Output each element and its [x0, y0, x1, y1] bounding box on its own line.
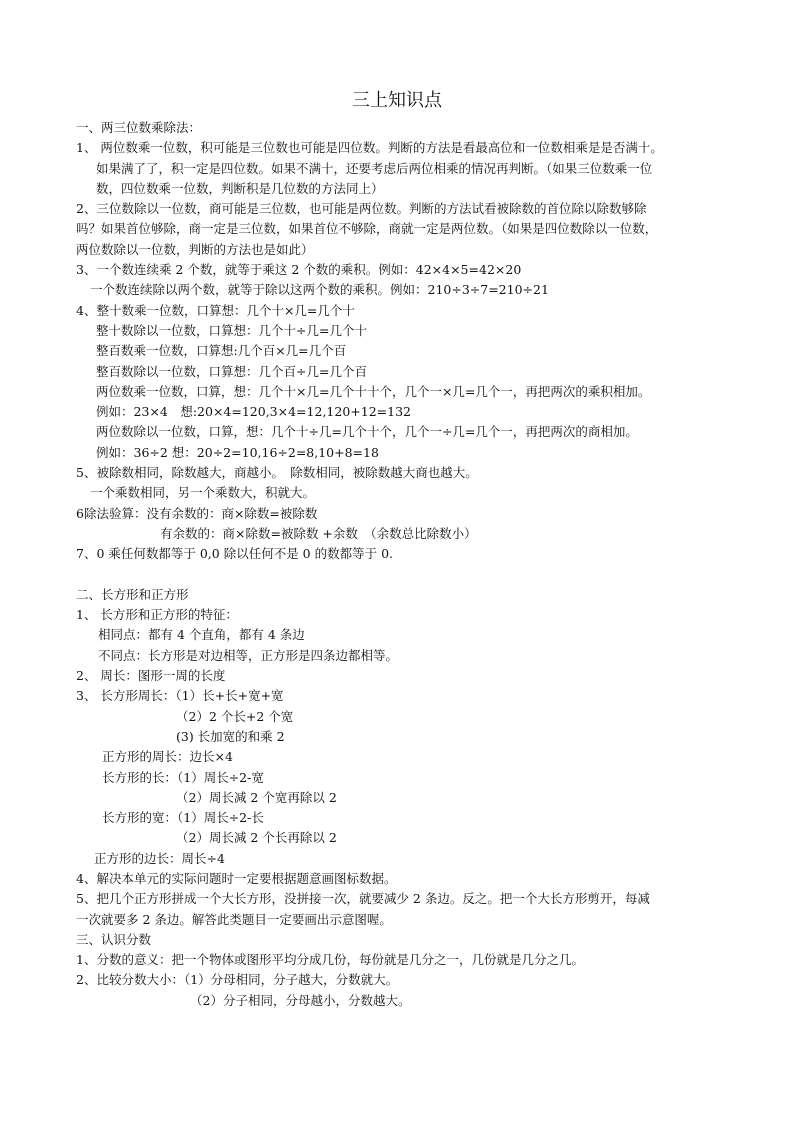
text-line: 相同点：都有 4 个直角，都有 4 条边 — [98, 627, 305, 643]
text-line: (3) 长加宽的和乘 2 — [176, 728, 285, 744]
text-line: （2）周长减 2 个长再除以 2 — [176, 830, 337, 846]
text-line: 一个数连续除以两个数，就等于除以这两个数的乘积。例如：210÷3÷7=210÷21 — [90, 282, 549, 298]
text-line: 4、整十数乘一位数，口算想：几个十×几=几个十 — [76, 302, 355, 318]
text-line: 长方形的长：（1）周长÷2-宽 — [102, 769, 264, 785]
page-title: 三上知识点 — [352, 90, 442, 111]
text-line: 两位数乘一位数，口算，想：几个十×几=几个十十个，几个一×几=几个一，再把两次的乘积相加。 — [96, 383, 651, 399]
text-line: 正方形的边长：周长÷4 — [94, 850, 225, 866]
text-line: 1、 两位数乘一位数，积可能是三位数也可能是四位数。判断的方法是看最高位和一位数相乘是是否满十。 — [76, 140, 663, 156]
text-line: 7、0 乘任何数都等于 0,0 除以任何不是 0 的数都等于 0. — [76, 546, 394, 562]
blank-line — [76, 565, 726, 585]
text-line: 一个乘数相同，另一个乘数大，积就大。 — [90, 485, 316, 501]
text-line: （2）分子相同，分母越小，分数越大。 — [190, 992, 411, 1008]
text-line: 两位数除以一位数，口算，想：几个十÷几=几个十个，几个一÷几=几个一，再把两次的商相加。 — [96, 424, 638, 440]
text-line: 整十数除以一位数，口算想：几个十÷几=几个十 — [96, 322, 367, 338]
text-line: 5、被除数相同，除数越大，商越小。 除数相同，被除数越大商也越大。 — [76, 465, 478, 481]
text-line: 2、比较分数大小：（1）分母相同，分子越大，分数就大。 — [76, 972, 399, 988]
text-line: 有余数的：商×除数=被除数 +余数 （余数总比除数小） — [160, 525, 477, 541]
text-line: 三、认识分数 — [76, 931, 152, 947]
text-line: 整百数乘一位数，口算想:几个百×几=几个百 — [96, 343, 347, 359]
text-line: 一、两三位数乘除法： — [76, 120, 202, 135]
text-line: 4、解决本单元的实际问题时一定要根据题意画图标数据。 — [76, 870, 397, 886]
text-line: 二、长方形和正方形 — [76, 586, 189, 602]
document-body — [76, 118, 726, 1011]
text-line: 正方形的周长：边长×4 — [102, 749, 233, 765]
text-line: 如果满了了，积一定是四位数。如果不满十，还要考虑后两位相乘的情况再判断。（如果三位数乘一位 — [96, 160, 653, 176]
text-line: 1、分数的意义：把一个物体或图形平均分成几份，每份就是几分之一，几份就是几分之几。 — [76, 952, 584, 968]
text-line: 例如：36÷2 想：20÷2=10,16÷2=8,10+8=18 — [96, 444, 379, 460]
text-line: 长方形的宽：（1）周长÷2-长 — [102, 810, 264, 826]
text-line: 两位数除以一位数，判断的方法也是如此） — [76, 241, 314, 257]
text-line: 数，四位数乘一位数，判断积是几位数的方法同上） — [96, 180, 384, 196]
text-line: 5、把几个正方形拼成一个大长方形，没拼接一次，就要减少 2 条边。反之。把一个大长方形剪开，每减 — [76, 891, 650, 907]
text-line: 整百数除以一位数，口算想：几个百÷几=几个百 — [96, 363, 367, 379]
text-line: 不同点：长方形是对边相等，正方形是四条边都相等。 — [98, 647, 399, 663]
text-line: 3、一个数连续乘 2 个数，就等于乘这 2 个数的乘积。例如：42×4×5=42×20 — [76, 262, 522, 278]
text-line: 2、 周长：图形一周的长度 — [76, 668, 226, 684]
text-line: 2、三位数除以一位数，商可能是三位数，也可能是两位数。判断的方法试看被除数的首位除以除数够除 — [76, 201, 647, 217]
text-line: 例如：23×4 想:20×4=120,3×4=12,120+12=132 — [96, 404, 411, 420]
text-line: 6除法验算：没有余数的：商×除数=被除数 — [76, 505, 318, 521]
text-line: 一次就要多 2 条边。解答此类题目一定要画出示意图喔。 — [76, 911, 392, 927]
text-line: 3、 长方形周长：（1）长+长+宽+宽 — [76, 688, 284, 704]
text-line: 1、 长方形和正方形的特征： — [76, 607, 238, 623]
text-line: （2）2 个长+2 个宽 — [176, 708, 294, 724]
text-line: 吗？如果首位够除，商一定是三位数，如果首位不够除，商就一定是两位数。（如果是四位数除以一位数， — [76, 221, 658, 237]
text-line: （2）周长减 2 个宽再除以 2 — [176, 789, 337, 805]
